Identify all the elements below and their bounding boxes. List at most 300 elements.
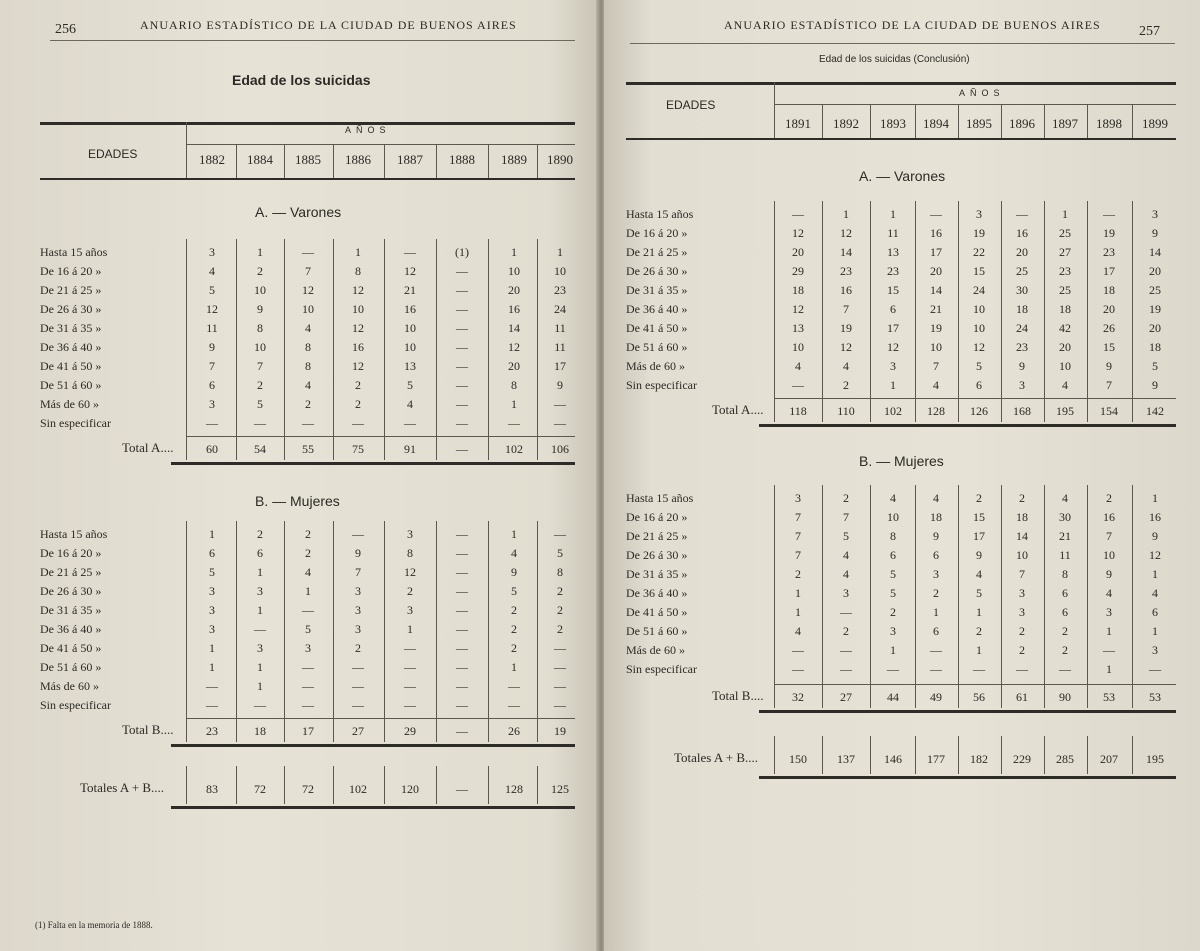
table-cell: —	[930, 643, 942, 657]
table-cell: 18	[1149, 340, 1161, 354]
table-cell: 1	[976, 643, 982, 657]
column-divider	[870, 736, 871, 774]
section-heading: A. — Varones	[255, 204, 342, 220]
row-label: De 41 á 50 »	[40, 359, 102, 373]
column-divider	[186, 766, 187, 804]
table-cell: 19	[1103, 226, 1115, 240]
table-cell: 1	[795, 605, 801, 619]
table-cell: 2	[557, 622, 563, 636]
table-cell: 9	[976, 548, 982, 562]
total-rule	[186, 436, 575, 437]
table-cell: 2	[305, 397, 311, 411]
table-cell: —	[840, 643, 852, 657]
table-cell: 2	[557, 584, 563, 598]
table-cell: 18	[1103, 283, 1115, 297]
total-cell: 168	[1013, 404, 1031, 418]
table-cell: 8	[557, 565, 563, 579]
row-label: De 21 á 25 »	[40, 283, 102, 297]
table-cell: 4	[1152, 586, 1158, 600]
table-cell: 12	[352, 321, 364, 335]
year-divider	[384, 144, 385, 178]
table-cell: 7	[257, 359, 263, 373]
right-page	[604, 0, 1200, 951]
table-cell: 1	[257, 565, 263, 579]
row-label: De 51 á 60 »	[626, 340, 688, 354]
column-divider	[186, 521, 187, 742]
table-cell: 2	[355, 397, 361, 411]
table-cell: 3	[976, 207, 982, 221]
year-divider	[958, 104, 959, 138]
table-cell: 3	[1152, 207, 1158, 221]
table-cell: —	[404, 660, 416, 674]
table-cell: 2	[976, 624, 982, 638]
table-cell: 8	[1062, 567, 1068, 581]
table-cell: 16	[508, 302, 520, 316]
total-cell: 23	[206, 724, 218, 738]
table-cell: 5	[890, 567, 896, 581]
column-divider	[236, 521, 237, 742]
table-cell: —	[404, 679, 416, 693]
table-cell: 1	[890, 643, 896, 657]
table-cell: 2	[257, 527, 263, 541]
row-label: De 16 á 20 »	[40, 264, 102, 278]
table-cell: 18	[930, 510, 942, 524]
row-label: De 41 á 50 »	[626, 605, 688, 619]
row-label: De 26 á 30 »	[40, 302, 102, 316]
total-cell: 29	[404, 724, 416, 738]
page-number: 256	[55, 22, 76, 37]
table-cell: 23	[1103, 245, 1115, 259]
table-cell: —	[456, 546, 468, 560]
total-cell: 118	[789, 404, 807, 418]
table-cell: 6	[1062, 586, 1068, 600]
table-cell: 4	[843, 567, 849, 581]
total-cell: 61	[1016, 690, 1028, 704]
table-cell: 20	[1016, 245, 1028, 259]
row-label: De 21 á 25 »	[40, 565, 102, 579]
table-cell: —	[1016, 662, 1028, 676]
table-cell: 4	[976, 567, 982, 581]
table-cell: 12	[508, 340, 520, 354]
table-cell: 9	[1152, 378, 1158, 392]
table-cell: 1	[976, 605, 982, 619]
table-cell: 12	[840, 340, 852, 354]
table-cell: 4	[407, 397, 413, 411]
table-cell: 20	[1103, 302, 1115, 316]
table-cell: 2	[890, 605, 896, 619]
table-cell: 2	[843, 624, 849, 638]
table-cell: —	[456, 321, 468, 335]
table-cell: 22	[973, 245, 985, 259]
table-cell: 2	[305, 546, 311, 560]
grand-total-cell: 229	[1013, 752, 1031, 766]
year-header: 1885	[295, 152, 321, 167]
row-label: De 51 á 60 »	[40, 378, 102, 392]
table-cell: 16	[1016, 226, 1028, 240]
table-cell: 12	[352, 359, 364, 373]
table-cell: —	[930, 207, 942, 221]
table-cell: 7	[1106, 378, 1112, 392]
table-cell: 2	[257, 264, 263, 278]
column-divider	[958, 485, 959, 708]
section-heading: B. — Mujeres	[255, 493, 340, 509]
column-divider	[1132, 485, 1133, 708]
table-cell: 7	[843, 510, 849, 524]
table-cell: 13	[792, 321, 804, 335]
year-divider	[1132, 104, 1133, 138]
table-cell: 12	[973, 340, 985, 354]
table-cell: 25	[1016, 264, 1028, 278]
edades-header: EDADES	[88, 147, 138, 161]
table-cell: —	[302, 245, 314, 259]
table-cell: —	[352, 416, 364, 430]
total-cell: 55	[302, 442, 314, 456]
grand-total-cell: 207	[1100, 752, 1118, 766]
table-cell: 5	[511, 584, 517, 598]
table-cell: —	[456, 622, 468, 636]
grand-total-label: Totales A + B....	[674, 750, 759, 765]
table-cell: —	[254, 622, 266, 636]
column-divider	[333, 521, 334, 742]
year-header: 1884	[247, 152, 273, 167]
edades-divider	[186, 122, 187, 178]
column-divider	[870, 201, 871, 422]
table-cell: 2	[355, 378, 361, 392]
table-cell: 6	[890, 302, 896, 316]
table-cell: 8	[511, 378, 517, 392]
total-cell: 106	[551, 442, 569, 456]
table-cell: —	[456, 660, 468, 674]
table-cell: 3	[257, 641, 263, 655]
table-cell: 27	[1059, 245, 1071, 259]
table-cell: 5	[843, 529, 849, 543]
total-cell: 91	[404, 442, 416, 456]
row-label: De 31 á 35 »	[626, 283, 688, 297]
column-divider	[384, 521, 385, 742]
table-cell: 3	[1019, 586, 1025, 600]
table-cell: 20	[1149, 264, 1161, 278]
table-cell: 20	[508, 359, 520, 373]
left-page	[0, 0, 598, 951]
grand-total-cell: 72	[302, 782, 314, 796]
table-cell: 19	[840, 321, 852, 335]
table-cell: —	[1059, 662, 1071, 676]
column-divider	[236, 239, 237, 460]
year-divider	[436, 144, 437, 178]
row-label: De 16 á 20 »	[626, 226, 688, 240]
table-cell: 5	[407, 378, 413, 392]
table-cell: 5	[209, 283, 215, 297]
table-cell: 2	[1062, 624, 1068, 638]
table-cell: 1	[511, 527, 517, 541]
column-divider	[537, 766, 538, 804]
year-divider	[537, 144, 538, 178]
table-cell: 9	[355, 546, 361, 560]
table-cell: 1	[890, 378, 896, 392]
table-cell: 30	[1016, 283, 1028, 297]
table-cell: 16	[930, 226, 942, 240]
table-cell: 25	[1059, 226, 1071, 240]
table-cell: 3	[209, 622, 215, 636]
table-cell: 3	[890, 624, 896, 638]
year-header: 1887	[397, 152, 423, 167]
table-cell: 30	[1059, 510, 1071, 524]
total-cell: 53	[1103, 690, 1115, 704]
table-cell: —	[1149, 662, 1161, 676]
total-label: Total B....	[122, 722, 174, 737]
table-cell: 1	[305, 584, 311, 598]
row-label: De 21 á 25 »	[626, 529, 688, 543]
footnote: (1) Falta en la memoria de 1888.	[35, 920, 153, 930]
table-cell: —	[792, 207, 804, 221]
table-cell: —	[302, 603, 314, 617]
table-cell: 9	[933, 529, 939, 543]
table-cell: 8	[257, 321, 263, 335]
row-label: Más de 60 »	[626, 359, 685, 373]
total-bottom-rule	[171, 462, 575, 465]
table-cell: —	[206, 416, 218, 430]
year-divider	[1087, 104, 1088, 138]
total-cell: 44	[887, 690, 899, 704]
table-cell: 11	[887, 226, 899, 240]
table-cell: 1	[1152, 624, 1158, 638]
grand-total-cell: —	[456, 782, 468, 796]
table-cell: 29	[792, 264, 804, 278]
table-cell: 1	[890, 207, 896, 221]
total-rule	[186, 718, 575, 719]
table-cell: 3	[407, 527, 413, 541]
header-bottom-rule	[40, 178, 575, 180]
table-cell: 19	[1149, 302, 1161, 316]
table-cell: 8	[305, 340, 311, 354]
row-label: De 26 á 30 »	[626, 264, 688, 278]
year-divider	[284, 144, 285, 178]
year-header: 1897	[1052, 116, 1078, 131]
column-divider	[774, 736, 775, 774]
table-cell: 16	[840, 283, 852, 297]
row-label: Sin especificar	[626, 378, 697, 392]
table-cell: 1	[511, 245, 517, 259]
total-cell: 18	[254, 724, 266, 738]
table-cell: 6	[209, 546, 215, 560]
table-cell: 4	[933, 491, 939, 505]
table-cell: 1	[1152, 491, 1158, 505]
row-label: Más de 60 »	[40, 679, 99, 693]
table-cell: —	[456, 679, 468, 693]
column-divider	[822, 201, 823, 422]
row-label: De 36 á 40 »	[626, 586, 688, 600]
row-label: De 41 á 50 »	[626, 321, 688, 335]
table-cell: 5	[976, 586, 982, 600]
year-divider	[488, 144, 489, 178]
table-cell: —	[456, 340, 468, 354]
row-label: Hasta 15 años	[40, 527, 108, 541]
column-divider	[284, 766, 285, 804]
table-cell: 7	[355, 565, 361, 579]
column-divider	[822, 485, 823, 708]
column-divider	[488, 766, 489, 804]
table-cell: 4	[933, 378, 939, 392]
table-title: Edad de los suicidas (Conclusión)	[819, 54, 970, 65]
row-label: Más de 60 »	[626, 643, 685, 657]
table-cell: 15	[973, 510, 985, 524]
table-cell: 7	[209, 359, 215, 373]
table-cell: —	[554, 527, 566, 541]
table-cell: 3	[305, 641, 311, 655]
total-cell: 17	[302, 724, 314, 738]
total-cell: 110	[837, 404, 855, 418]
column-divider	[284, 521, 285, 742]
row-label: De 36 á 40 »	[40, 622, 102, 636]
table-cell: 1	[209, 660, 215, 674]
table-cell: 2	[557, 603, 563, 617]
table-cell: 10	[887, 510, 899, 524]
total-cell: 195	[1056, 404, 1074, 418]
table-cell: —	[508, 698, 520, 712]
table-cell: 42	[1059, 321, 1071, 335]
year-header: 1893	[880, 116, 906, 131]
year-header: 1882	[199, 152, 225, 167]
table-cell: 16	[1103, 510, 1115, 524]
table-cell: 7	[933, 359, 939, 373]
year-divider	[822, 104, 823, 138]
grand-total-cell: 195	[1146, 752, 1164, 766]
table-cell: 1	[511, 660, 517, 674]
table-cell: 12	[792, 226, 804, 240]
section-heading: A. — Varones	[859, 168, 946, 184]
table-cell: 2	[843, 491, 849, 505]
table-cell: 4	[209, 264, 215, 278]
table-cell: 3	[209, 603, 215, 617]
grand-total-rule	[171, 806, 575, 809]
table-cell: 1	[257, 603, 263, 617]
column-divider	[1044, 201, 1045, 422]
total-cell: 60	[206, 442, 218, 456]
table-cell: 20	[1059, 340, 1071, 354]
column-divider	[537, 521, 538, 742]
table-cell: 12	[1149, 548, 1161, 562]
column-divider	[1132, 736, 1133, 774]
table-cell: 4	[795, 624, 801, 638]
column-divider	[488, 521, 489, 742]
table-cell: 11	[1059, 548, 1071, 562]
table-cell: —	[792, 662, 804, 676]
column-divider	[488, 239, 489, 460]
table-cell: 3	[209, 397, 215, 411]
table-cell: 3	[795, 491, 801, 505]
year-divider	[870, 104, 871, 138]
table-cell: 1	[355, 245, 361, 259]
table-cell: 4	[1106, 586, 1112, 600]
header-bottom-rule	[626, 138, 1176, 140]
table-cell: 1	[257, 679, 263, 693]
total-rule	[774, 684, 1176, 685]
total-label: Total A....	[712, 402, 764, 417]
grand-total-cell: 137	[837, 752, 855, 766]
table-cell: 5	[976, 359, 982, 373]
table-cell: 1	[407, 622, 413, 636]
table-cell: 6	[933, 624, 939, 638]
year-header: 1899	[1142, 116, 1168, 131]
table-cell: —	[792, 378, 804, 392]
row-label: De 36 á 40 »	[626, 302, 688, 316]
total-cell: 53	[1149, 690, 1161, 704]
table-cell: —	[456, 264, 468, 278]
total-cell: 90	[1059, 690, 1071, 704]
table-cell: 4	[1062, 378, 1068, 392]
table-cell: 2	[795, 567, 801, 581]
total-cell: 26	[508, 724, 520, 738]
table-cell: 9	[1106, 567, 1112, 581]
table-cell: —	[254, 698, 266, 712]
table-cell: 7	[843, 302, 849, 316]
column-divider	[1001, 201, 1002, 422]
table-cell: —	[206, 679, 218, 693]
table-cell: 20	[930, 264, 942, 278]
grand-total-cell: 146	[884, 752, 902, 766]
anos-rule	[186, 144, 575, 145]
table-cell: 5	[305, 622, 311, 636]
grand-total-cell: 72	[254, 782, 266, 796]
year-header: 1898	[1096, 116, 1122, 131]
row-label: De 21 á 25 »	[626, 245, 688, 259]
table-cell: 2	[511, 622, 517, 636]
table-cell: 7	[1019, 567, 1025, 581]
grand-total-cell: 150	[789, 752, 807, 766]
row-label: Hasta 15 años	[626, 207, 694, 221]
table-cell: 7	[305, 264, 311, 278]
table-cell: 10	[792, 340, 804, 354]
table-cell: 7	[795, 529, 801, 543]
table-cell: —	[930, 662, 942, 676]
grand-total-cell: 177	[927, 752, 945, 766]
column-divider	[958, 201, 959, 422]
table-cell: 23	[554, 283, 566, 297]
year-divider	[333, 144, 334, 178]
table-cell: —	[1103, 207, 1115, 221]
column-divider	[1087, 485, 1088, 708]
table-cell: —	[404, 641, 416, 655]
table-cell: 23	[1016, 340, 1028, 354]
table-cell: 7	[795, 510, 801, 524]
column-divider	[537, 239, 538, 460]
table-cell: 1	[1152, 567, 1158, 581]
table-cell: 25	[1059, 283, 1071, 297]
table-cell: 3	[209, 584, 215, 598]
table-cell: 10	[554, 264, 566, 278]
table-cell: —	[1103, 643, 1115, 657]
row-label: Sin especificar	[40, 416, 111, 430]
row-label: Sin especificar	[40, 698, 111, 712]
grand-total-cell: 102	[349, 782, 367, 796]
table-title: Edad de los suicidas	[232, 72, 371, 88]
table-cell: 1	[933, 605, 939, 619]
total-cell: 56	[973, 690, 985, 704]
total-bottom-rule	[171, 744, 575, 747]
row-label: De 51 á 60 »	[40, 660, 102, 674]
row-label: De 26 á 30 »	[626, 548, 688, 562]
table-cell: 3	[1152, 643, 1158, 657]
column-divider	[915, 485, 916, 708]
table-cell: 10	[1059, 359, 1071, 373]
table-cell: 9	[1106, 359, 1112, 373]
column-divider	[333, 766, 334, 804]
table-cell: 10	[254, 340, 266, 354]
table-cell: 17	[887, 321, 899, 335]
table-cell: 12	[302, 283, 314, 297]
table-cell: 2	[976, 491, 982, 505]
header-top-rule	[40, 122, 575, 125]
